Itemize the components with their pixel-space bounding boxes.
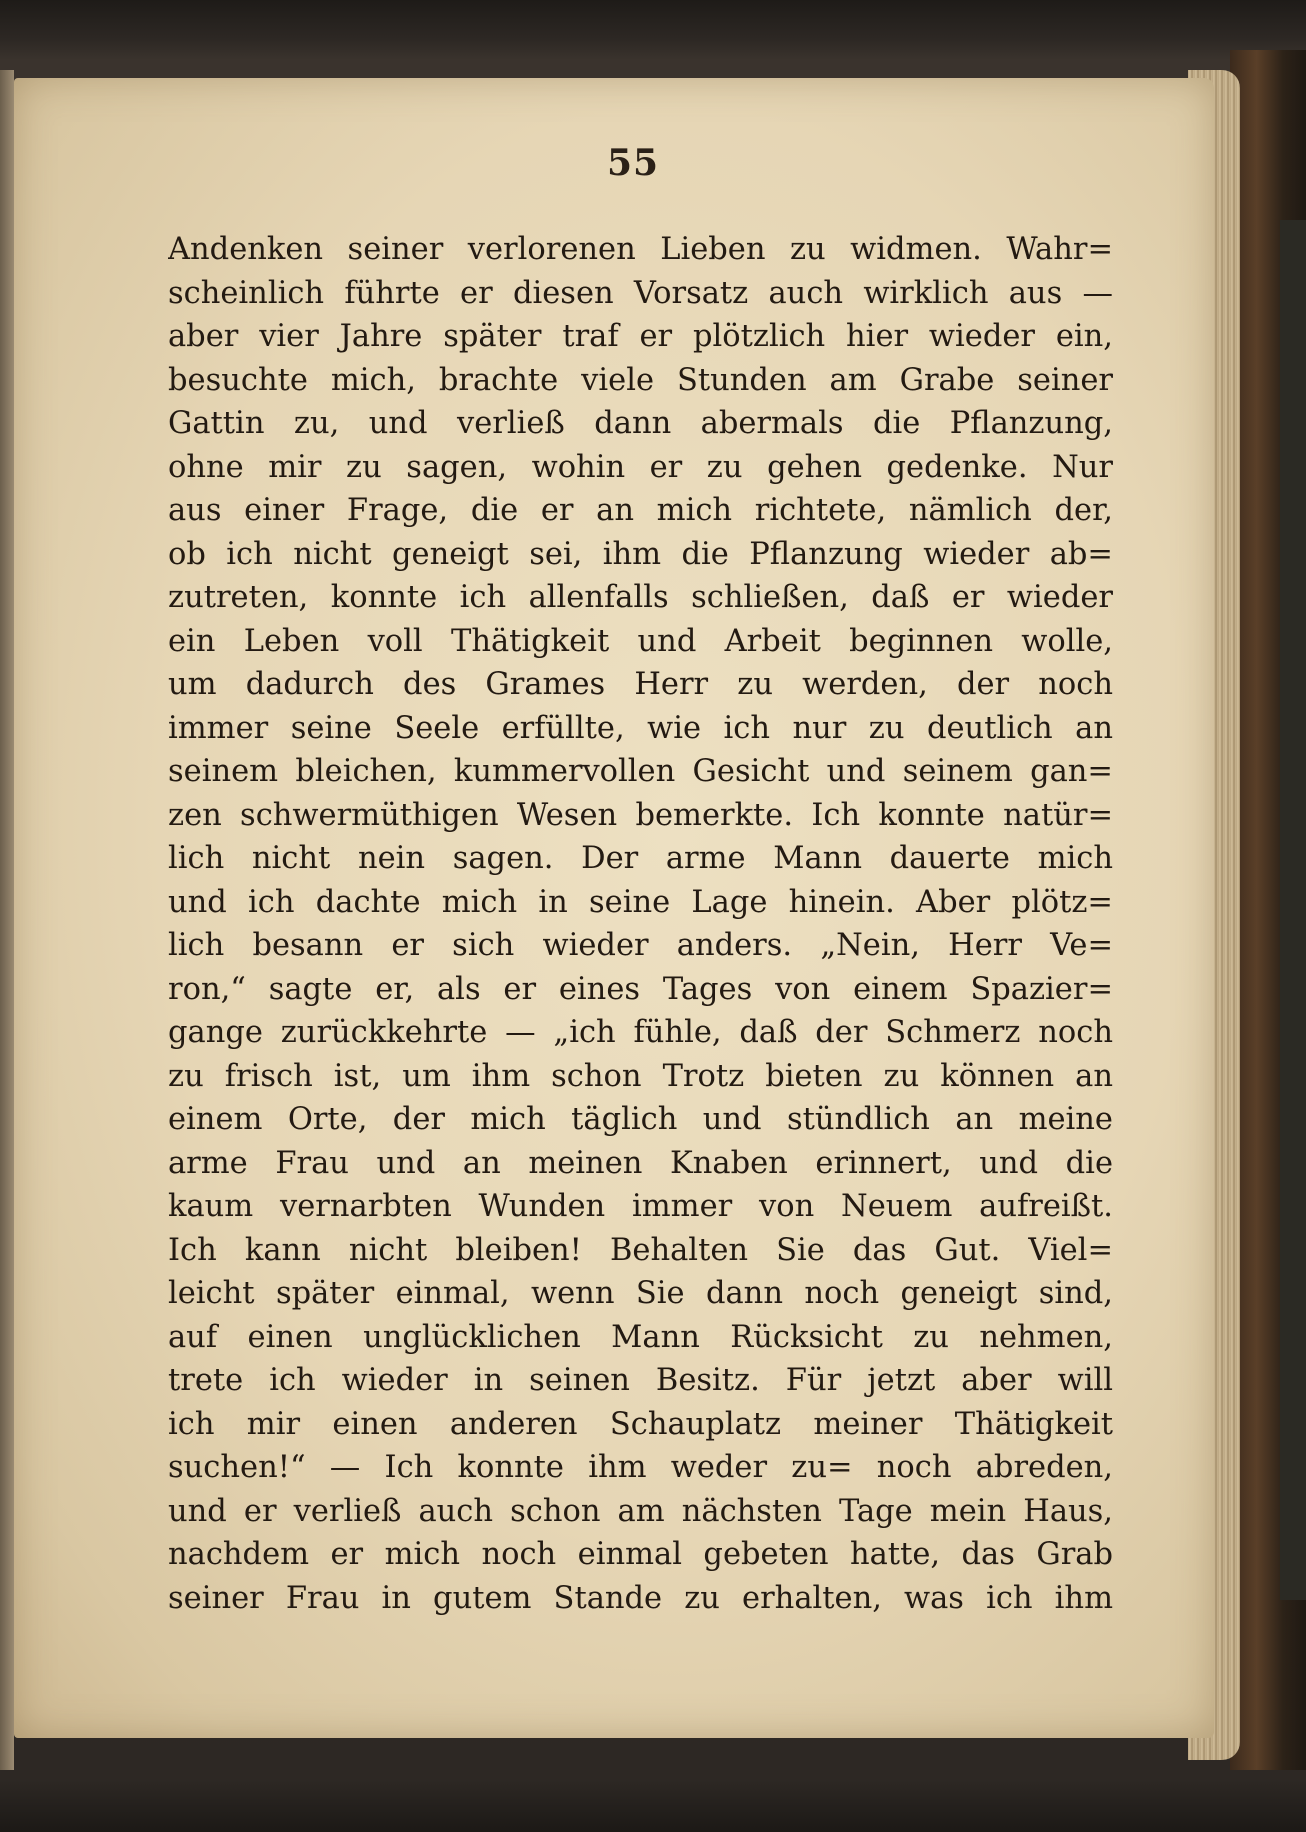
text-line: seinem bleichen, kummervollen Gesicht und seinem gan= bbox=[168, 754, 1113, 789]
left-page-edge bbox=[0, 70, 14, 1770]
text-line: suchen!“ — Ich konnte ihm weder zu= noch abreden, bbox=[168, 1450, 1113, 1485]
text-line: besuchte mich, brachte viele Stunden am Grabe seiner bbox=[168, 362, 1113, 398]
text-line: um dadurch des Grames Herr zu werden, der noch bbox=[168, 667, 1113, 702]
text-line: zu frisch ist, um ihm schon Trotz bieten zu können an bbox=[168, 1058, 1113, 1094]
text-line: Andenken seiner verlorenen Lieben zu widmen. Wahr= bbox=[168, 232, 1113, 267]
text-line: ohne mir zu sagen, wohin er zu gehen gedenke. Nur bbox=[168, 449, 1113, 485]
book-cover-cloth bbox=[1280, 220, 1306, 1600]
text-line: Ich kann nicht bleiben! Behalten Sie das Gut. Viel= bbox=[168, 1232, 1113, 1268]
text-line: leicht später einmal, wenn Sie dann noch geneigt sind, bbox=[168, 1276, 1113, 1311]
text-line: trete ich wieder in seinen Besitz. Für jetzt aber will bbox=[168, 1363, 1113, 1398]
text-line: aber vier Jahre später traf er plötzlich hier wieder ein, bbox=[168, 319, 1113, 354]
text-line: lich nicht nein sagen. Der arme Mann dauerte mich bbox=[168, 841, 1113, 876]
text-line: ich mir einen anderen Schauplatz meiner Thätigkeit bbox=[168, 1406, 1113, 1442]
text-line: lich besann er sich wieder anders. „Nein, Herr Ve= bbox=[168, 928, 1113, 963]
text-line: ein Leben voll Thätigkeit und Arbeit beginnen wolle, bbox=[168, 623, 1113, 659]
text-line: auf einen unglücklichen Mann Rücksicht zu nehmen, bbox=[168, 1319, 1113, 1355]
text-line: arme Frau und an meinen Knaben erinnert, und die bbox=[168, 1145, 1113, 1181]
text-line: immer seine Seele erfüllte, wie ich nur zu deutlich an bbox=[168, 710, 1113, 746]
text-line: seiner Frau in gutem Stande zu erhalten, was ich ihm bbox=[168, 1580, 1113, 1616]
text-line: aus einer Frage, die er an mich richtete, nämlich der, bbox=[168, 493, 1113, 528]
text-line: scheinlich führte er diesen Vorsatz auch wirklich aus — bbox=[168, 275, 1113, 311]
text-line: einem Orte, der mich täglich und stündlich an meine bbox=[168, 1102, 1113, 1137]
text-line: ron,“ sagte er, als er eines Tages von einem Spazier= bbox=[168, 971, 1113, 1007]
body-text bbox=[168, 228, 1113, 1620]
text-line: und ich dachte mich in seine Lage hinein. Aber plötz= bbox=[168, 884, 1113, 920]
text-line: zutreten, konnte ich allenfalls schließen, daß er wieder bbox=[168, 580, 1113, 615]
text-line: ob ich nicht geneigt sei, ihm die Pflanzung wieder ab= bbox=[168, 536, 1113, 572]
page-number: 55 bbox=[606, 142, 660, 184]
text-line: und er verließ auch schon am nächsten Tage mein Haus, bbox=[168, 1493, 1113, 1529]
text-line: Gattin zu, und verließ dann abermals die Pflanzung, bbox=[168, 406, 1113, 441]
text-line: kaum vernarbten Wunden immer von Neuem aufreißt. bbox=[168, 1189, 1113, 1224]
text-line: gange zurückkehrte — „ich fühle, daß der Schmerz noch bbox=[168, 1015, 1113, 1050]
text-line: zen schwermüthigen Wesen bemerkte. Ich konnte natür= bbox=[168, 797, 1113, 833]
text-line: nachdem er mich noch einmal gebeten hatte, das Grab bbox=[168, 1537, 1113, 1572]
